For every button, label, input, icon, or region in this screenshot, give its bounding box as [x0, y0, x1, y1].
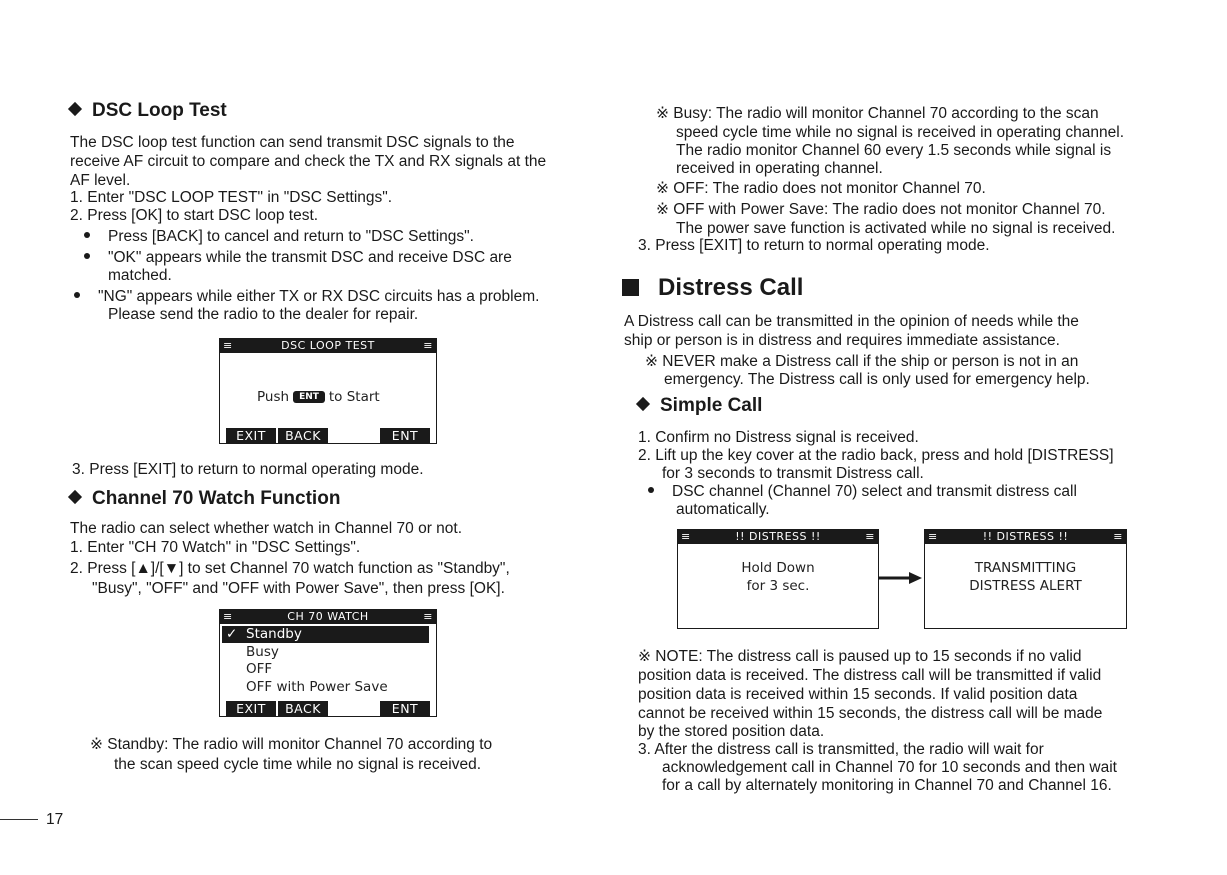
menu-icon: ≡ [928, 530, 938, 543]
bullet-item: "OK" appears while the transmit DSC and receive DSC are [84, 248, 512, 267]
bullet-item: Press [BACK] to cancel and return to "DSC Settings". [84, 227, 474, 246]
note-cont: cannot be received within 15 seconds, the distress call will be made [638, 705, 1103, 722]
option-off-power-save[interactable]: OFF with Power Save [246, 679, 388, 695]
dsc-loop-test-heading: DSC Loop Test [70, 101, 227, 120]
exit-softkey[interactable]: EXIT [226, 428, 276, 443]
distress-call-heading: Distress Call [622, 274, 803, 302]
back-softkey[interactable]: BACK [278, 701, 328, 716]
note-cont: by the stored position data. [638, 723, 825, 740]
paragraph-line: A Distress call can be transmitted in the opinion of needs while the [624, 313, 1079, 330]
right-arrow-icon [879, 570, 923, 586]
menu-icon: ≡ [1113, 530, 1123, 543]
note-cont: position data is received within 15 seconds. If valid position data [638, 686, 1078, 703]
step-3: 3. Press [EXIT] to return to normal operating mode. [72, 461, 424, 478]
lcd-line: TRANSMITTING [974, 560, 1077, 576]
exit-softkey[interactable]: EXIT [226, 701, 276, 716]
note: ※ NOTE: The distress call is paused up to 15 seconds if no valid [638, 648, 1082, 665]
lcd-title-bar: ≡ !! DISTRESS !! ≡ [925, 530, 1126, 544]
lcd-title-bar: ≡ CH 70 WATCH ≡ [220, 610, 436, 624]
selected-option-row[interactable] [222, 626, 429, 643]
never-warning-cont: emergency. The Distress call is only used for emergency help. [664, 371, 1090, 388]
diamond-bullet-icon [68, 490, 82, 504]
step-2-cont: for 3 seconds to transmit Distress call. [662, 465, 924, 482]
paragraph-line: AF level. [70, 172, 131, 189]
step-2-cont: "Busy", "OFF" and "OFF with Power Save", then press [OK]. [92, 580, 505, 597]
busy-note-cont: speed cycle time while no signal is received in operating channel. [676, 124, 1125, 141]
step-3-cont: acknowledgement call in Channel 70 for 10 seconds and then wait [662, 759, 1117, 776]
back-softkey[interactable]: BACK [278, 428, 328, 443]
menu-icon: ≡ [223, 339, 233, 352]
paragraph-line: ship or person is in distress and requires immediate assistance. [624, 332, 1060, 349]
step-2: 2. Lift up the key cover at the radio back, press and hold [DISTRESS] [638, 447, 1114, 464]
step-3: 3. Press [EXIT] to return to normal operating mode. [638, 237, 990, 254]
lcd-title-bar: ≡ DSC LOOP TEST ≡ [220, 339, 436, 353]
never-warning: ※ NEVER make a Distress call if the ship or person is not in an [645, 353, 1079, 370]
ent-softkey[interactable]: ENT [380, 701, 430, 716]
step-3: 3. After the distress call is transmitted, the radio will wait for [638, 741, 1044, 758]
ent-badge: ENT [293, 391, 325, 403]
busy-note-cont: received in operating channel. [676, 160, 883, 177]
bullet-icon [74, 292, 80, 298]
diamond-bullet-icon [68, 102, 82, 116]
note-cont: position data is received. The distress call will be transmitted if valid [638, 667, 1102, 684]
step-1: 1. Enter "CH 70 Watch" in "DSC Settings". [70, 539, 361, 556]
lcd-dsc-loop-test [219, 338, 437, 444]
paragraph-line: The DSC loop test function can send transmit DSC signals to the [70, 134, 515, 151]
standby-note-cont: the scan speed cycle time while no signal is received. [114, 756, 482, 773]
bullet-item-cont: matched. [108, 267, 172, 284]
paragraph-line: receive AF circuit to compare and check the TX and RX signals at the [70, 153, 547, 170]
lcd-line: DISTRESS ALERT [969, 578, 1082, 594]
bullet-icon [648, 487, 654, 493]
busy-note: ※ Busy: The radio will monitor Channel 70 according to the scan [656, 105, 1099, 122]
page-number-rule [0, 819, 38, 820]
bullet-item: DSC channel (Channel 70) select and transmit distress call [648, 482, 1077, 501]
lcd-prompt: Push ENT to Start [257, 389, 380, 405]
ent-softkey[interactable]: ENT [380, 428, 430, 443]
step-2: 2. Press [▲]/[▼] to set Channel 70 watch function as "Standby", [70, 560, 510, 577]
bullet-item-cont: Please send the radio to the dealer for repair. [108, 306, 419, 323]
channel-70-heading: Channel 70 Watch Function [70, 489, 340, 508]
step-1: 1. Enter "DSC LOOP TEST" in "DSC Settings". [70, 189, 393, 206]
option-busy[interactable]: Busy [246, 644, 279, 660]
step-3-cont: for a call by alternately monitoring in Channel 70 and Channel 16. [662, 777, 1112, 794]
diamond-bullet-icon [636, 397, 650, 411]
bullet-item-cont: automatically. [676, 501, 770, 518]
lcd-transmitting [924, 529, 1127, 629]
step-1: 1. Confirm no Distress signal is received. [638, 429, 919, 446]
menu-icon: ≡ [423, 339, 433, 352]
off-power-save-note: ※ OFF with Power Save: The radio does not monitor Channel 70. [656, 201, 1106, 218]
menu-icon: ≡ [223, 610, 233, 623]
menu-icon: ≡ [865, 530, 875, 543]
step-2: 2. Press [OK] to start DSC loop test. [70, 207, 319, 224]
off-note: ※ OFF: The radio does not monitor Channel 70. [656, 180, 986, 197]
lcd-title-bar: ≡ !! DISTRESS !! ≡ [678, 530, 878, 544]
lcd-line: for 3 sec. [746, 578, 810, 594]
menu-icon: ≡ [423, 610, 433, 623]
lcd-line: Hold Down [741, 560, 815, 576]
off-power-save-note-cont: The power save function is activated while no signal is received. [676, 220, 1116, 237]
busy-note-cont: The radio monitor Channel 60 every 1.5 seconds while signal is [676, 142, 1112, 159]
bullet-icon [84, 253, 90, 259]
lcd-hold-down [677, 529, 879, 629]
check-icon: ✓ [226, 626, 238, 642]
option-off[interactable]: OFF [246, 661, 273, 677]
bullet-item: "NG" appears while either TX or RX DSC circuits has a problem. [74, 287, 539, 306]
menu-icon: ≡ [681, 530, 691, 543]
page-number: 17 [46, 811, 64, 828]
lcd-ch70-watch [219, 609, 437, 717]
option-standby: Standby [246, 626, 302, 642]
paragraph-line: The radio can select whether watch in Channel 70 or not. [70, 520, 463, 537]
simple-call-heading: Simple Call [638, 396, 762, 415]
bullet-icon [84, 232, 90, 238]
square-bullet-icon [622, 279, 639, 296]
standby-note: ※ Standby: The radio will monitor Channel 70 according to [90, 736, 493, 753]
